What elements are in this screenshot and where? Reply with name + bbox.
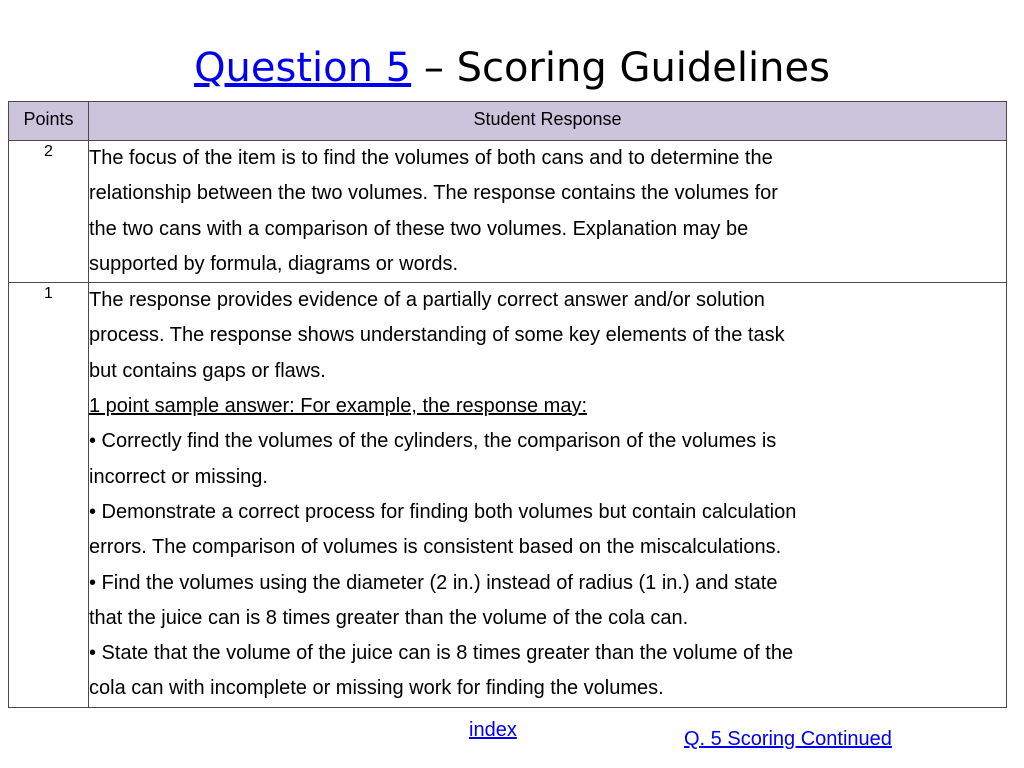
response-line: cola can with incomplete or missing work for finding the volumes.	[89, 677, 664, 700]
index-link[interactable]: index	[469, 719, 517, 741]
response-cell	[89, 141, 1007, 283]
bullet-line: • Demonstrate a correct process for finding both volumes but contain calculation	[89, 500, 797, 523]
response-line: incorrect or missing.	[89, 465, 268, 488]
points-header: Points	[9, 102, 89, 141]
scoring-continued-link[interactable]: Q. 5 Scoring Continued	[684, 728, 892, 750]
response-cell	[89, 283, 1007, 708]
scoring-table	[8, 101, 1007, 708]
question-5-link[interactable]: Question 5	[194, 45, 412, 91]
table-row	[9, 283, 1007, 708]
page-title	[0, 40, 1024, 96]
response-line: but contains gaps or flaws.	[89, 359, 326, 382]
response-line: The response provides evidence of a partially correct answer and/or solution	[89, 289, 765, 312]
student-response-header: Student Response	[89, 102, 1007, 141]
points-cell: 1	[9, 283, 89, 708]
response-line: process. The response shows understanding of some key elements of the task	[89, 324, 785, 347]
response-line: relationship between the two volumes. The response contains the volumes for	[89, 182, 778, 205]
points-cell: 2	[9, 141, 89, 283]
bullet-line: • State that the volume of the juice can is 8 times greater than the volume of the	[89, 642, 794, 665]
response-line: errors. The comparison of volumes is consistent based on the miscalculations.	[89, 536, 782, 559]
table-header-row	[9, 102, 1007, 141]
bullet-line: • Correctly find the volumes of the cylinders, the comparison of the volumes is	[89, 430, 777, 453]
response-line: that the juice can is 8 times greater than the volume of the cola can.	[89, 606, 689, 629]
sample-answer-heading: 1 point sample answer: For example, the response may:	[89, 395, 588, 418]
title-text: – Scoring Guidelines	[411, 45, 830, 91]
bullet-line: • Find the volumes using the diameter (2 in.) instead of radius (1 in.) and state	[89, 571, 778, 594]
response-line: supported by formula, diagrams or words.	[89, 252, 459, 275]
response-line: the two cans with a comparison of these two volumes. Explanation may be	[89, 217, 749, 240]
response-line: The focus of the item is to find the volumes of both cans and to determine the	[89, 147, 773, 169]
table-row	[9, 141, 1007, 283]
